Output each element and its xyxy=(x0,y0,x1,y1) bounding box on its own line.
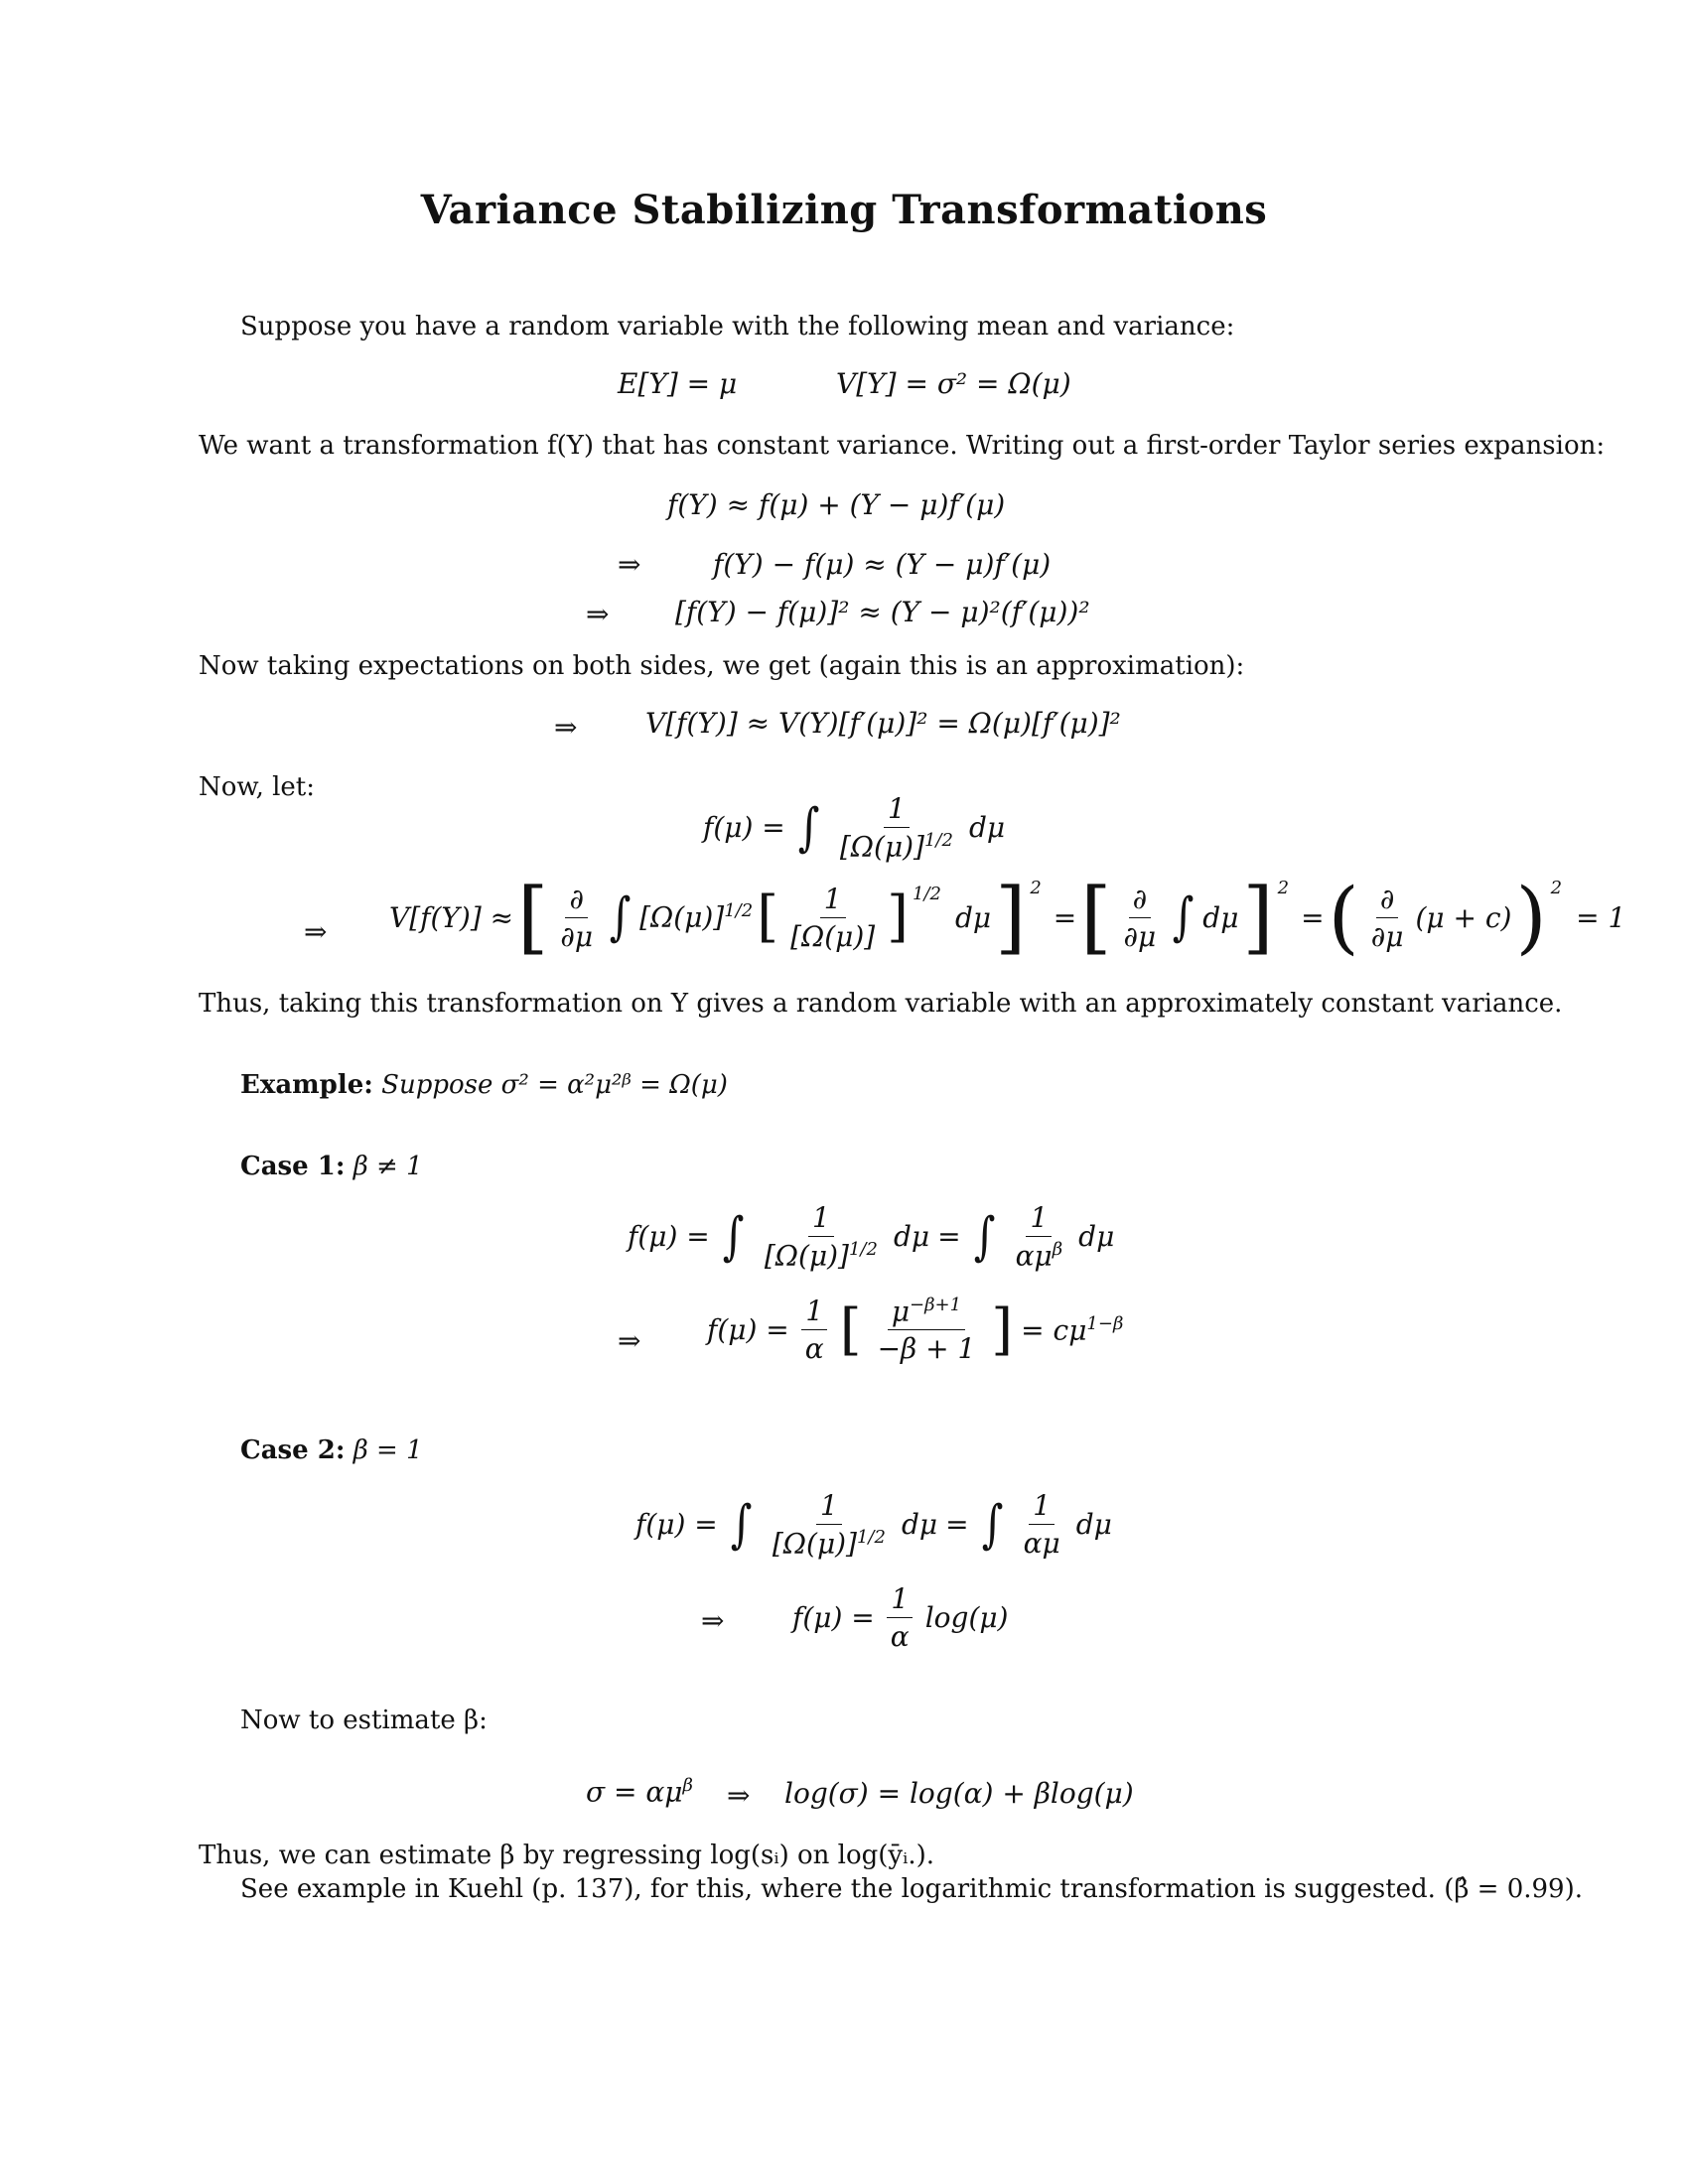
now-let-text: Now, let: xyxy=(199,772,316,802)
page-title: Variance Stabilizing Transformations xyxy=(420,187,1268,233)
eq-f-integral xyxy=(703,792,1005,863)
case-2-integral xyxy=(635,1489,1112,1560)
numerator: 1 xyxy=(884,792,910,828)
denominator: α xyxy=(804,1332,824,1366)
omega-power: $[\Omega(\mu)]^{1/2}$ xyxy=(639,900,754,934)
right-bracket: ] xyxy=(1242,871,1274,963)
estimate-intro: Now to estimate β: xyxy=(240,1706,488,1735)
fraction xyxy=(1020,1489,1064,1560)
log-term: log(μ) xyxy=(924,1601,1009,1634)
f-mu-lhs: f(μ) = xyxy=(792,1601,875,1634)
case-2-heading xyxy=(240,1433,423,1467)
fraction xyxy=(801,1295,828,1365)
d-mu: dμ xyxy=(1078,1220,1115,1254)
denominator: $\alpha\mu^\beta$ xyxy=(1015,1239,1063,1273)
partial-fraction xyxy=(1367,883,1408,953)
expectation-text: Now taking expectations on both sides, we get (again this is an approximation): xyxy=(199,651,1245,681)
denominator: ∂μ xyxy=(560,919,594,953)
f-mu-lhs: f(μ) = xyxy=(703,811,785,845)
numerator: ∂ xyxy=(565,883,587,918)
fraction xyxy=(887,1582,914,1653)
case-2-result xyxy=(792,1582,1008,1653)
implies-arrow: ⇒ xyxy=(618,1324,641,1357)
left-bracket: [ xyxy=(517,871,549,963)
example-line xyxy=(240,1068,728,1102)
d-mu: dμ xyxy=(968,811,1006,845)
equals-sign: = xyxy=(1053,900,1077,934)
example-text: Suppose σ² = α²μ²ᵝ = Ω(μ) xyxy=(381,1070,728,1100)
mu-plus-c: (μ + c) xyxy=(1415,900,1512,934)
example-label: Example: xyxy=(240,1070,373,1100)
exponent: 2 xyxy=(1277,878,1290,898)
eq-variance: V[Y] = σ² = Ω(μ) xyxy=(836,367,1071,400)
case-1-label: Case 1: xyxy=(240,1152,346,1181)
numerator: 1 xyxy=(801,1295,827,1330)
equals-one: = 1 xyxy=(1576,900,1626,934)
fraction xyxy=(1012,1201,1067,1272)
numerator: 1 xyxy=(808,1201,834,1237)
exponent: 2 xyxy=(1030,878,1042,898)
implies-arrow: ⇒ xyxy=(727,1779,751,1812)
partial-fraction xyxy=(556,883,597,953)
integral-sign: ∫ xyxy=(981,1494,1003,1555)
denominator: α xyxy=(890,1620,910,1653)
estimate-lhs: $\sigma = \alpha\mu^\beta$ xyxy=(586,1775,693,1809)
result-term: = $c\mu^{1-\beta}$ xyxy=(1021,1313,1124,1347)
d-mu: dμ xyxy=(901,1508,938,1542)
implies-arrow: ⇒ xyxy=(701,1604,725,1637)
eq-mean: E[Y] = μ xyxy=(618,367,738,400)
left-paren: ( xyxy=(1328,871,1359,963)
f-mu-lhs: f(μ) = xyxy=(628,1220,710,1254)
eq-expectation: V[f(Y)] ≈ V(Y)[f′(μ)]² = Ω(μ)[f′(μ)]² xyxy=(645,707,1121,740)
equals-sign: = xyxy=(937,1220,961,1254)
denominator: [Ω(μ)] xyxy=(790,919,876,953)
taylor-line-3: [f(Y) − f(μ)]² ≈ (Y − μ)²(f′(μ))² xyxy=(675,596,1090,628)
implies-arrow: ⇒ xyxy=(304,915,328,948)
fraction xyxy=(786,883,879,953)
denominator: ∂μ xyxy=(1370,919,1404,953)
exponent: 1/2 xyxy=(913,884,941,904)
estimate-rhs: log(σ) = log(α) + βlog(μ) xyxy=(784,1777,1134,1810)
fraction xyxy=(761,1201,882,1272)
v-f-lhs: V[f(Y)] ≈ xyxy=(389,900,514,934)
d-mu: dμ xyxy=(893,1220,930,1254)
d-mu: dμ xyxy=(1075,1508,1112,1542)
equals-sign: = xyxy=(1301,900,1325,934)
right-bracket: ] xyxy=(887,885,910,949)
left-bracket: [ xyxy=(1080,871,1112,963)
denominator: $[\Omega(\mu)]^{1/2}$ xyxy=(772,1527,886,1561)
regression-text: Thus, we can estimate β by regressing log(sᵢ) on log(ȳᵢ.). xyxy=(199,1841,934,1870)
right-paren: ) xyxy=(1515,871,1547,963)
numerator: $\mu^{-\beta+1}$ xyxy=(888,1295,965,1330)
case-1-heading xyxy=(240,1150,423,1183)
numerator: 1 xyxy=(1026,1201,1052,1237)
integral-sign: ∫ xyxy=(1172,887,1195,947)
integral-sign: ∫ xyxy=(730,1494,753,1555)
partial-fraction xyxy=(1119,883,1160,953)
integral-sign: ∫ xyxy=(797,797,820,858)
thus-text: Thus, taking this transformation on Y gives a random variable with an approximately constant variance. xyxy=(199,989,1563,1019)
eq-variance-derivation xyxy=(389,871,1626,963)
left-bracket: [ xyxy=(757,885,779,949)
numerator: 1 xyxy=(816,1489,842,1525)
implies-arrow: ⇒ xyxy=(554,711,578,744)
integral-sign: ∫ xyxy=(722,1206,745,1267)
fraction xyxy=(874,1295,980,1365)
f-mu-lhs: f(μ) = xyxy=(707,1313,789,1347)
taylor-line-2: f(Y) − f(μ) ≈ (Y − μ)f′(μ) xyxy=(713,548,1052,581)
intro-text: Suppose you have a random variable with the following mean and variance: xyxy=(240,312,1235,341)
taylor-line-1: f(Y) ≈ f(μ) + (Y − μ)f′(μ) xyxy=(667,488,1006,521)
case-1-result xyxy=(707,1295,1123,1365)
f-mu-lhs: f(μ) = xyxy=(635,1508,718,1542)
numerator: 1 xyxy=(887,1582,913,1618)
case-2-condition: β = 1 xyxy=(352,1435,423,1465)
numerator: 1 xyxy=(1029,1489,1055,1525)
exponent: 2 xyxy=(1550,878,1563,898)
fraction xyxy=(769,1489,890,1560)
numerator: ∂ xyxy=(1376,883,1398,918)
denominator: −β + 1 xyxy=(877,1332,976,1366)
denominator: ∂μ xyxy=(1123,919,1157,953)
equals-sign: = xyxy=(945,1508,969,1542)
numerator: ∂ xyxy=(1129,883,1151,918)
integral-sign: ∫ xyxy=(609,887,632,947)
d-mu: dμ xyxy=(1202,900,1239,934)
integral-sign: ∫ xyxy=(973,1206,995,1267)
case-1-integral xyxy=(628,1201,1114,1272)
fraction xyxy=(836,792,957,863)
denominator: $[\Omega(\mu)]^{1/2}$ xyxy=(764,1239,878,1273)
numerator: 1 xyxy=(820,883,846,918)
case-2-label: Case 2: xyxy=(240,1435,346,1465)
kuehl-reference-text: See example in Kuehl (p. 137), for this, where the logarithmic transformation is suggested. (β̂ = 0.99). xyxy=(240,1874,1583,1904)
d-mu: dμ xyxy=(955,900,992,934)
implies-arrow: ⇒ xyxy=(618,548,641,581)
denominator: $[\Omega(\mu)]^{1/2}$ xyxy=(839,830,953,864)
denominator: αμ xyxy=(1023,1527,1060,1561)
taylor-intro-text: We want a transformation f(Y) that has constant variance. Writing out a first-order Taylor series expansion: xyxy=(199,431,1606,461)
right-bracket: ] xyxy=(991,1297,1014,1362)
case-1-condition: β ≠ 1 xyxy=(352,1152,423,1181)
implies-arrow: ⇒ xyxy=(586,598,610,630)
left-bracket: [ xyxy=(839,1297,862,1362)
right-bracket: ] xyxy=(995,871,1027,963)
